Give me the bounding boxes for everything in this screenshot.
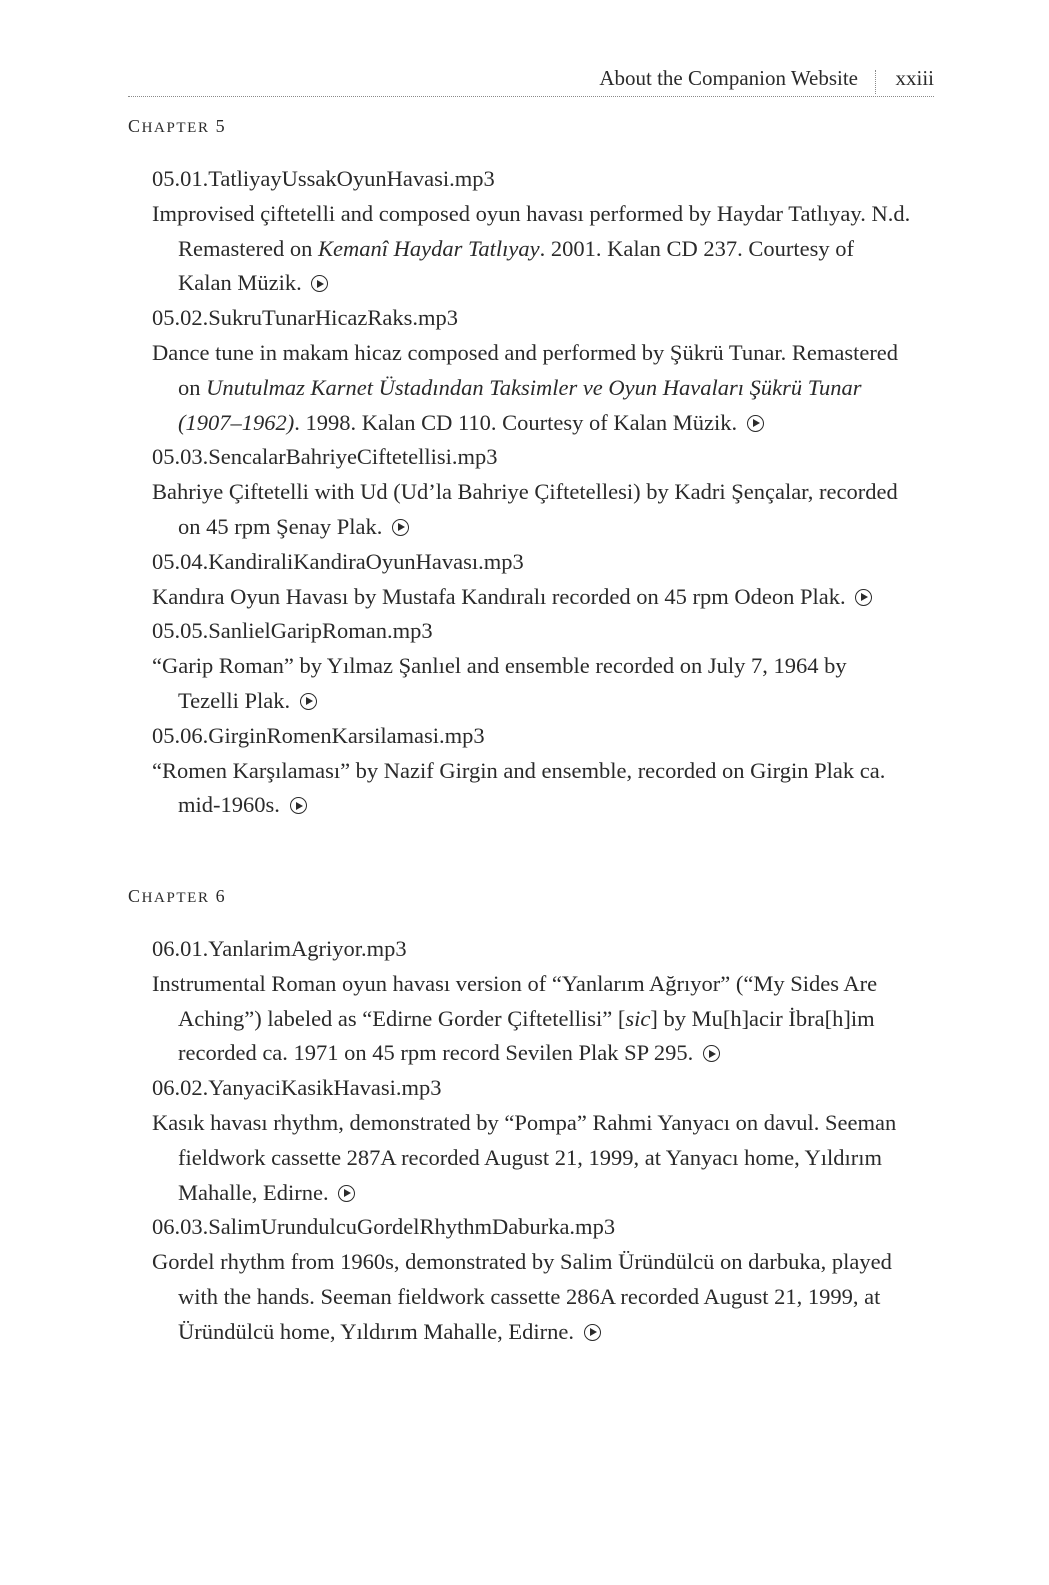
audio-description bbox=[152, 197, 912, 301]
audio-entry bbox=[152, 162, 912, 301]
audio-entry bbox=[152, 301, 912, 440]
italic-title: Kemanî Haydar Tatlıyay bbox=[317, 235, 540, 261]
audio-filename: 05.06.GirginRomenKarsilamasi.mp3 bbox=[152, 722, 485, 748]
chapter-number: 5 bbox=[215, 116, 227, 136]
italic-title: Unutulmaz Karnet Üstadından Taksimler ve Oyun Havaları Şükrü Tunar (1907–1962) bbox=[178, 374, 862, 435]
description-text: Dance tune in makam hicaz composed and performed by Şükrü Tunar. Remastered on bbox=[152, 339, 899, 400]
audio-description bbox=[152, 336, 912, 440]
description-text: ] by Mu[h]acir İbra[h]im recorded ca. 1971 on 45 rpm record Sevilen Plak SP 295. bbox=[178, 1005, 875, 1066]
running-head bbox=[128, 64, 934, 97]
chapter-heading bbox=[128, 886, 226, 907]
chapter-heading bbox=[128, 116, 226, 137]
play-icon[interactable] bbox=[300, 693, 317, 710]
play-icon[interactable] bbox=[290, 797, 307, 814]
description-text: . 2001. Kalan CD 237. Courtesy of Kalan Müzik. bbox=[178, 235, 854, 296]
audio-filename: 05.03.SencalarBahriyeCiftetellisi.mp3 bbox=[152, 444, 498, 470]
play-icon[interactable] bbox=[311, 275, 328, 292]
description-text: Improvised çiftetelli and composed oyun havası performed by Haydar Tatlıyay. N.d. Remastered on bbox=[152, 200, 911, 261]
audio-entry bbox=[152, 1210, 912, 1349]
play-icon[interactable] bbox=[703, 1045, 720, 1062]
audio-filename: 06.01.YanlarimAgriyor.mp3 bbox=[152, 936, 407, 961]
audio-filename: 05.05.SanlielGaripRoman.mp3 bbox=[152, 618, 433, 644]
chapter-entries bbox=[152, 162, 912, 823]
audio-filename: 06.03.SalimUrundulcuGordelRhythmDaburka.mp3 bbox=[152, 1214, 616, 1240]
description-text: “Romen Karşılaması” by Nazif Girgin and ensemble, recorded on Girgin Plak ca. mid-1960s. bbox=[152, 757, 886, 818]
audio-description bbox=[152, 754, 912, 824]
italic-title: sic bbox=[625, 1005, 651, 1031]
audio-description bbox=[152, 1106, 912, 1210]
audio-filename: 05.04.KandiraliKandiraOyunHavası.mp3 bbox=[152, 548, 524, 574]
audio-description bbox=[152, 649, 912, 719]
audio-entry bbox=[152, 545, 912, 615]
description-text: Bahriye Çiftetelli with Ud (Ud’la Bahriye Çiftetellesi) by Kadri Şençalar, recorded on 45 rpm Şenay Plak. bbox=[152, 479, 898, 539]
chapter-entries bbox=[152, 932, 912, 1350]
page-number: xxiii bbox=[895, 66, 934, 90]
description-text: . 1998. Kalan CD 110. Courtesy of Kalan Müzik. bbox=[294, 409, 738, 435]
audio-filename: 05.01.TatliyayUssakOyunHavasi.mp3 bbox=[152, 166, 495, 191]
running-head-separator bbox=[875, 70, 876, 94]
play-icon[interactable] bbox=[584, 1324, 601, 1341]
chapter-heading-word: HAPTER bbox=[141, 120, 210, 136]
description-text: “Garip Roman” by Yılmaz Şanlıel and ensemble recorded on July 7, 1964 by Tezelli Plak. bbox=[152, 653, 847, 713]
play-icon[interactable] bbox=[855, 589, 872, 606]
chapter-heading-initial: C bbox=[128, 116, 142, 136]
audio-description bbox=[152, 475, 912, 545]
description-text: Gordel rhythm from 1960s, demonstrated by Salim Üründülcü on darbuka, played with the hands. Seeman fieldwork cassette 286A recorded August 21, 1999, at Üründülcü home, Yıldırım Mahalle, Edirne. bbox=[152, 1249, 892, 1344]
running-head-title: About the Companion Website bbox=[599, 66, 858, 90]
play-icon[interactable] bbox=[392, 519, 409, 536]
chapter-heading-initial: C bbox=[128, 886, 142, 906]
chapter-number: 6 bbox=[215, 886, 227, 906]
audio-description bbox=[152, 1245, 912, 1349]
audio-entry bbox=[152, 440, 912, 544]
audio-filename: 06.02.YanyaciKasikHavasi.mp3 bbox=[152, 1075, 442, 1101]
audio-description bbox=[152, 580, 912, 615]
play-icon[interactable] bbox=[747, 415, 764, 432]
description-text: Kasık havası rhythm, demonstrated by “Pompa” Rahmi Yanyacı on davul. Seeman fieldwork cassette 287A recorded August 21, 1999, at Yanyacı home, Yıldırım Mahalle, Edirne. bbox=[152, 1109, 897, 1205]
description-text: Kandıra Oyun Havası by Mustafa Kandıralı recorded on 45 rpm Odeon Plak. bbox=[152, 583, 846, 609]
audio-entry bbox=[152, 932, 912, 1071]
audio-entry bbox=[152, 1071, 912, 1210]
play-icon[interactable] bbox=[338, 1185, 355, 1202]
audio-filename: 05.02.SukruTunarHicazRaks.mp3 bbox=[152, 305, 459, 331]
chapter-heading-word: HAPTER bbox=[141, 890, 210, 906]
audio-entry bbox=[152, 614, 912, 718]
audio-entry bbox=[152, 719, 912, 823]
audio-description bbox=[152, 967, 912, 1071]
description-text: Instrumental Roman oyun havası version of “Yanlarım Ağrıyor” (“My Sides Are Aching”) labeled as “Edirne Gorder Çiftetellisi” [ bbox=[152, 970, 878, 1031]
